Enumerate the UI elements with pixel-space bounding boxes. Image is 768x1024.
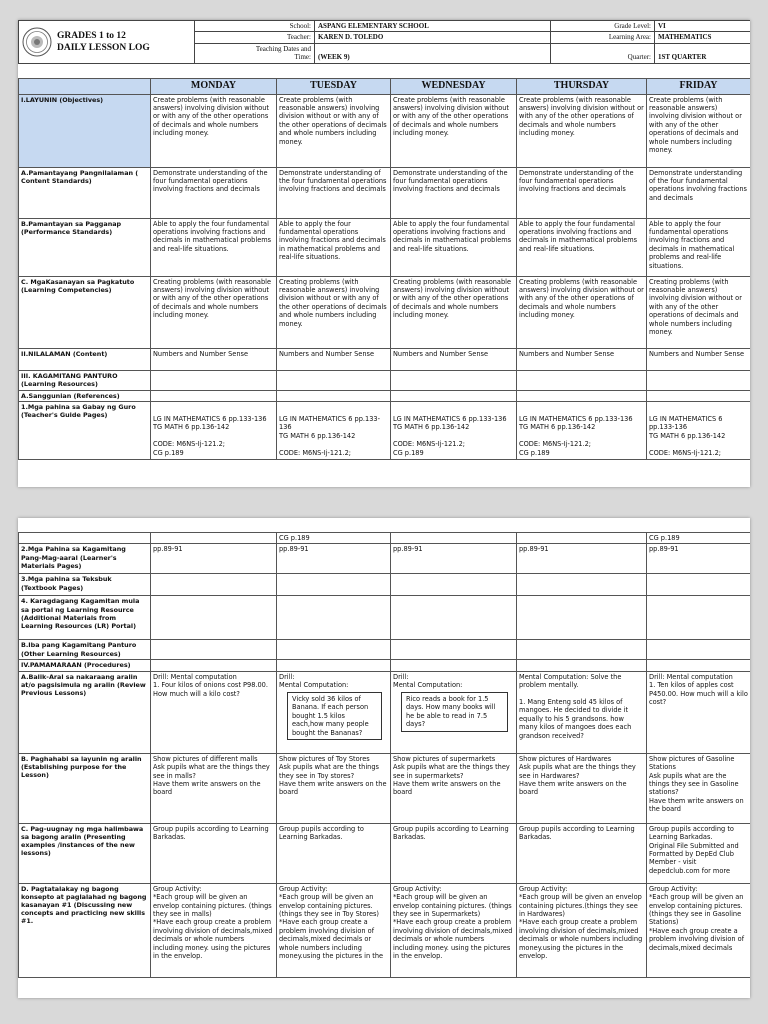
cell-tuesday: Group pupils according to Learning Barkadas. (277, 823, 391, 883)
teacher-label: Teacher: (195, 32, 315, 43)
row-label: 3.Mga pahina sa Teksbuk (Textbook Pages) (19, 574, 151, 596)
cell-thursday (517, 574, 647, 596)
cell-thursday (517, 660, 647, 671)
day-wednesday: WEDNESDAY (391, 78, 517, 94)
cell-tuesday: Able to apply the four fundamental operations involving fractions and decimals in mathematical problems and real-life situations. (277, 218, 391, 276)
cell-friday: Demonstrate understanding of the four fundamental operations involving fractions and decimals (647, 167, 751, 218)
row-performance-standards (19, 218, 751, 276)
row-label: III. KAGAMITANG PANTURO (Learning Resources) (19, 370, 151, 390)
cell-tuesday: CG p.189 (277, 533, 391, 544)
teaching-dates-value: (WEEK 9) (315, 43, 551, 63)
row-label: B.Iba pang Kagamitang Panturo (Other Learning Resources) (19, 640, 151, 660)
cell-tuesday (277, 671, 391, 753)
lesson-table-page2 (18, 532, 750, 978)
cell-monday: Numbers and Number Sense (151, 348, 277, 370)
cell-thursday: Demonstrate understanding of the four fundamental operations involving fractions and decimals (517, 167, 647, 218)
cell-thursday (517, 640, 647, 660)
cell-monday: Drill: Mental computation 1. Four kilos of onions cost P98.00. How much will a kilo cost? (151, 671, 277, 753)
drill-problem-box: Vicky sold 36 kilos of Banana. If each person bought 1.5 kilos each,how many people bought the Bananas? (287, 692, 382, 741)
cell-wednesday (391, 574, 517, 596)
school-value: ASPANG ELEMENTARY SCHOOL (315, 21, 551, 32)
cell-friday: Creating problems (with reasonable answers) involving division without or with any of the other operations of decimals and whole numbers including money. (647, 276, 751, 348)
cell-friday: Show pictures of Gasoline Stations Ask pupils what are the things they see in Gasoline stations? Have them write answers on the board (647, 753, 751, 823)
cell-friday (647, 660, 751, 671)
cell-tuesday: Demonstrate understanding of the four fundamental operations involving fractions and decimals (277, 167, 391, 218)
cell-tuesday: Create problems (with reasonable answers) involving division without or with any of the other operations of decimals and whole numbers including money. (277, 94, 391, 167)
cell-tuesday: LG IN MATHEMATICS 6 pp.133-136 TG MATH 6 pp.136-142 CODE: M6NS-Ij-121.2; (277, 401, 391, 459)
row-label: B.Pamantayan sa Pagganap (Performance Standards) (19, 218, 151, 276)
cell-wednesday (391, 533, 517, 544)
cell-monday: Demonstrate understanding of the four fundamental operations involving fractions and decimals (151, 167, 277, 218)
cell-wednesday (391, 671, 517, 753)
cell-thursday: Mental Computation: Solve the problem mentally. 1. Mang Enteng sold 45 kilos of mangoes. He decided to divide it equally to his 5 grandsons. how many kilos of mangoes does each grandson received? (517, 671, 647, 753)
cell-monday: Create problems (with reasonable answers) involving division without or with any of the other operations of decimals and whole numbers including money. (151, 94, 277, 167)
cell-tuesday (277, 390, 391, 401)
header-logo-cell (19, 21, 195, 64)
cell-wednesday (391, 660, 517, 671)
row-label: II.NILALAMAN (Content) (19, 348, 151, 370)
cell-monday (151, 390, 277, 401)
cell-thursday: pp.89-91 (517, 544, 647, 574)
row-review-previous-lessons (19, 671, 751, 753)
cell-friday: Group Activity: *Each group will be given an envelop containing pictures.(things they see in Gasoline Stations) *Have each group create a problem involving division of decimals,mixed decimals (647, 883, 751, 977)
cell-monday: Creating problems (with reasonable answers) involving division without or with any of the other operations of decimals and whole numbers including money. (151, 276, 277, 348)
cell-wednesday: LG IN MATHEMATICS 6 pp.133-136 TG MATH 6 pp.136-142 CODE: M6NS-Ij-121.2; CG p.189 (391, 401, 517, 459)
cell-wednesday (391, 640, 517, 660)
cell-monday (151, 640, 277, 660)
row-label: D. Pagtatalakay ng bagong konsepto at paglalahad ng bagong kasanayan #1 (Discussing new concepts and practicing new skills #1. (19, 883, 151, 977)
quarter-label: Quarter: (551, 43, 655, 63)
cell-tuesday: Creating problems (with reasonable answers) involving division without or with any of the other operations of decimals and whole numbers including money. (277, 276, 391, 348)
cell-thursday: Creating problems (with reasonable answers) involving division without or with any of the other operations of decimals and whole numbers including money. (517, 276, 647, 348)
row-label: A.Pamantayang Pangnilalaman ( Content Standards) (19, 167, 151, 218)
cell-thursday: LG IN MATHEMATICS 6 pp.133-136 TG MATH 6 pp.136-142 CODE: M6NS-Ij-121.2; CG p.189 (517, 401, 647, 459)
cell-wednesday: Show pictures of supermarkets Ask pupils what are the things they see in supermarkets? Have them write answers on the board (391, 753, 517, 823)
cell-friday: Group pupils according to Learning Barkadas. Original File Submitted and Formatted by DepEd Club Member - visit depedclub.com for more (647, 823, 751, 883)
cell-friday (647, 370, 751, 390)
cell-tuesday: Group Activity: *Each group will be given an envelop containing pictures. (things they see in Toy Stores) *Have each group create a problem involving division of decimals,mixed decimals or whole numbers including money.using the pictures in the (277, 883, 391, 977)
cell-monday: pp.89-91 (151, 544, 277, 574)
cell-friday: CG p.189 (647, 533, 751, 544)
cell-thursday (517, 370, 647, 390)
cell-wednesday: Demonstrate understanding of the four fundamental operations involving fractions and decimals (391, 167, 517, 218)
cell-friday: Drill: Mental computation 1. Ten kilos of apples cost P450.00. How much will a kilo cost? (647, 671, 751, 753)
quarter-value: 1ST QUARTER (655, 43, 751, 63)
cell-monday (151, 533, 277, 544)
row-teachers-guide (19, 401, 751, 459)
cell-friday: Create problems (with reasonable answers) involving division without or with any of the other operations of decimals and whole numbers including money. (647, 94, 751, 167)
row-label (19, 533, 151, 544)
cell-friday: Able to apply the four fundamental operations involving fractions and decimals in mathematical problems and real-life situations. (647, 218, 751, 276)
school-label: School: (195, 21, 315, 32)
grade-level-value: VI (655, 21, 751, 32)
cell-tuesday (277, 574, 391, 596)
row-label: 1.Mga pahina sa Gabay ng Guro (Teacher's Guide Pages) (19, 401, 151, 459)
row-label: 2.Mga Pahina sa Kagamitang Pang-Mag-aaral (Learner's Materials Pages) (19, 544, 151, 574)
dll-page-2 (18, 518, 750, 998)
day-friday: FRIDAY (647, 78, 751, 94)
cell-tuesday (277, 370, 391, 390)
row-learners-materials (19, 544, 751, 574)
cell-wednesday (391, 370, 517, 390)
row-cg-continuation (19, 533, 751, 544)
cell-friday: LG IN MATHEMATICS 6 pp.133-136 TG MATH 6 pp.136-142 CODE: M6NS-Ij-121.2; (647, 401, 751, 459)
cell-wednesday: pp.89-91 (391, 544, 517, 574)
cell-monday (151, 596, 277, 640)
row-label: I.LAYUNIN (Objectives) (19, 94, 151, 167)
teaching-dates-label-line1: Teaching Dates and (255, 44, 311, 53)
row-label: A.Sanggunian (References) (19, 390, 151, 401)
cell-tuesday (277, 596, 391, 640)
cell-friday (647, 390, 751, 401)
cell-tuesday: Show pictures of Toy Stores Ask pupils what are the things they see in Toy stores? Have them write answers on the board (277, 753, 391, 823)
cell-wednesday: Creating problems (with reasonable answers) involving division without or with any of the other operations of decimals and whole numbers including money. (391, 276, 517, 348)
cell-wednesday: Able to apply the four fundamental operations involving fractions and decimals in mathematical problems and real-life situations. (391, 218, 517, 276)
drill-problem-box: Rico reads a book for 1.5 days. How many books will he be able to read in 7.5 days? (401, 692, 508, 732)
cell-wednesday (391, 596, 517, 640)
cell-thursday: Group pupils according to Learning Barkadas. (517, 823, 647, 883)
cell-monday: Group pupils according to Learning Barkadas. (151, 823, 277, 883)
row-content-standards (19, 167, 751, 218)
dll-page-1 (18, 20, 750, 487)
cell-monday (151, 574, 277, 596)
row-learning-resources (19, 370, 751, 390)
cell-wednesday (391, 390, 517, 401)
row-presenting-examples (19, 823, 751, 883)
learning-area-value: MATHEMATICS (655, 32, 751, 43)
row-textbook-pages (19, 574, 751, 596)
row-establishing-purpose (19, 753, 751, 823)
cell-thursday: Create problems (with reasonable answers) involving division without or with any of the other operations of decimals and whole numbers including money. (517, 94, 647, 167)
header-table (18, 20, 750, 64)
cell-tuesday (277, 660, 391, 671)
cell-thursday: Show pictures of Hardwares Ask pupils what are the things they see in Hardwares? Have them write answers on the board (517, 753, 647, 823)
day-tuesday: TUESDAY (277, 78, 391, 94)
grade-level-label: Grade Level: (551, 21, 655, 32)
cell-friday: Numbers and Number Sense (647, 348, 751, 370)
day-thursday: THURSDAY (517, 78, 647, 94)
cell-monday (151, 370, 277, 390)
cell-wednesday: Group Activity: *Each group will be given an envelop containing pictures. (things they see in Supermarkets) *Have each group create a problem involving division of decimals,mixed decimals or whole numbers including money. using the pictures in the envelop. (391, 883, 517, 977)
cell-tuesday-text: Drill: Mental Computation: (279, 672, 349, 690)
teacher-value: KAREN D. TOLEDO (315, 32, 551, 43)
cell-wednesday: Create problems (with reasonable answers) involving division without or with any of the other operations of decimals and whole numbers including money. (391, 94, 517, 167)
cell-monday: Able to apply the four fundamental operations involving fractions and decimals in mathematical problems and real-life situations. (151, 218, 277, 276)
cell-thursday (517, 533, 647, 544)
row-learning-competencies (19, 276, 751, 348)
cell-wednesday: Group pupils according to Learning Barkadas. (391, 823, 517, 883)
row-content (19, 348, 751, 370)
cell-tuesday: Numbers and Number Sense (277, 348, 391, 370)
day-monday: MONDAY (151, 78, 277, 94)
row-label: IV.PAMAMARAAN (Procedures) (19, 660, 151, 671)
cell-monday: LG IN MATHEMATICS 6 pp.133-136 TG MATH 6 pp.136-142 CODE: M6NS-Ij-121.2; CG p.189 (151, 401, 277, 459)
row-label: A.Balik-Aral sa nakaraang aralin at/o pagsisimula ng aralin (Review Previous Lessons) (19, 671, 151, 753)
cell-thursday: Group Activity: *Each group will be given an envelop containing pictures.(things they see in Hardwares) *Have each group create a problem involving division of decimals,mixed decimals or whole numbers including money.using the pictures in the envelop. (517, 883, 647, 977)
cell-friday (647, 574, 751, 596)
corner-cell (19, 78, 151, 94)
row-label: B. Paghahabi sa layunin ng aralin (Establishing purpose for the Lesson) (19, 753, 151, 823)
row-objectives (19, 94, 751, 167)
cell-friday (647, 596, 751, 640)
teaching-dates-label (195, 43, 315, 63)
row-references (19, 390, 751, 401)
row-additional-materials (19, 596, 751, 640)
cell-thursday: Numbers and Number Sense (517, 348, 647, 370)
cell-monday: Group Activity: *Each group will be given an envelop containing pictures. (things they see in malls) *Have each group create a problem involving division of decimals,mixed decimals or whole numbers including money. using the pictures in the envelop. (151, 883, 277, 977)
cell-thursday (517, 596, 647, 640)
cell-tuesday: pp.89-91 (277, 544, 391, 574)
deped-seal-icon (22, 27, 52, 57)
learning-area-label: Learning Area: (551, 32, 655, 43)
cell-wednesday: Numbers and Number Sense (391, 348, 517, 370)
cell-monday: Show pictures of different malls Ask pupils what are the things they see in malls? Have them write answers on the board (151, 753, 277, 823)
row-label: C. Pag-uugnay ng mga halimbawa sa bagong aralin (Presenting examples /instances of the new lessons) (19, 823, 151, 883)
cell-thursday: Able to apply the four fundamental operations involving fractions and decimals in mathematical problems and real-life situations. (517, 218, 647, 276)
row-label: 4. Karagdagang Kagamitan mula sa portal ng Learning Resource (Additional Materials from Learning Resources (LR) Portal) (19, 596, 151, 640)
cell-thursday (517, 390, 647, 401)
cell-tuesday (277, 640, 391, 660)
cell-friday (647, 640, 751, 660)
cell-friday: pp.89-91 (647, 544, 751, 574)
teaching-dates-label-line2: Time: (294, 53, 311, 62)
log-title-line2: DAILY LESSON LOG (57, 42, 150, 53)
row-procedures (19, 660, 751, 671)
row-label: C. MgaKasanayan sa Pagkatuto (Learning Competencies) (19, 276, 151, 348)
cell-monday (151, 660, 277, 671)
log-title-line1: GRADES 1 to 12 (57, 30, 126, 41)
row-discussing-new-concepts (19, 883, 751, 977)
lesson-table-page1 (18, 78, 750, 460)
row-other-resources (19, 640, 751, 660)
cell-wednesday-text: Drill: Mental Computation: (393, 672, 463, 690)
